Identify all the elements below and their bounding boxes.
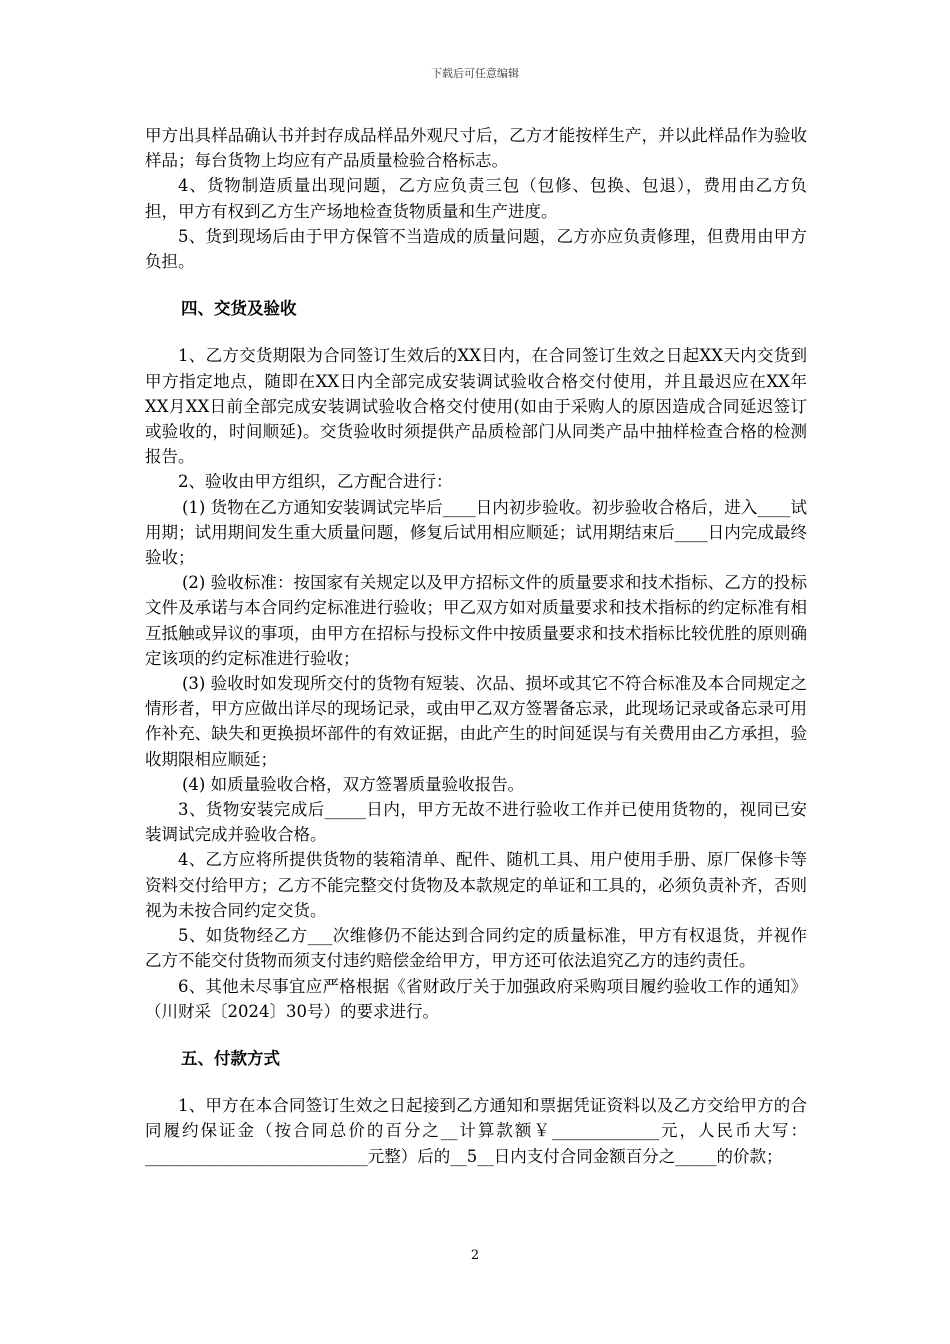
page-header: 下载后可任意编辑 — [431, 67, 519, 80]
paragraph: 1、甲方在本合同签订生效之日起接到乙方通知和票据凭证资料以及乙方交给甲方的合同履约保证金（按合同总价的百分之__计算款额￥_____________元，人民币大写：___________________________元整）后的__5__日内支付合同金额百分之_____的价款； — [145, 1096, 807, 1166]
section-heading-delivery: 四、交货及验收 — [181, 299, 297, 319]
paragraph: 2、验收由甲方组织，乙方配合进行： — [178, 472, 453, 492]
paragraph: 4、货物制造质量出现问题，乙方应负责三包（包修、包换、包退），费用由乙方负担，甲方有权到乙方生产场地检查货物质量和生产进度。 — [145, 176, 807, 221]
paragraph: 5、货到现场后由于甲方保管不当造成的质量问题，乙方亦应负责修理，但费用由甲方负担。 — [145, 226, 807, 272]
paragraph: 3、货物安装完成后_____日内，甲方无故不进行验收工作并已使用货物的，视同已安装调试完成并验收合格。 — [145, 800, 807, 845]
paragraph: 1、乙方交货期限为合同签订生效后的XX日内，在合同签订生效之日起XX天内交货到甲方指定地点，随即在XX日内全部完成安装调试验收合格交付使用，并且最迟应在XX年XX月XX日前全部完成安装调试验收合格交付使用(如由于采购人的原因造成合同延迟签订或验收的，时间顺延)。交货验收时须提供产品质检部门从同类产品中抽样检查合格的检测报告。 — [145, 346, 807, 467]
paragraph: (1) 货物在乙方通知安装调试完毕后____日内初步验收。初步验收合格后，进入____试用期；试用期间发生重大质量问题，修复后试用相应顺延；试用期结束后____日内完成最终验收； — [145, 497, 807, 568]
paragraph: 4、乙方应将所提供货物的装箱清单、配件、随机工具、用户使用手册、原厂保修卡等资料交付给甲方；乙方不能完整交付货物及本款规定的单证和工具的，必须负责补齐，否则视为未按合同约定交货。 — [145, 850, 807, 920]
paragraph: 6、其他未尽事宜应严格根据《省财政厅关于加强政府采购项目履约验收工作的通知》（川财采〔2024〕30号）的要求进行。 — [145, 976, 807, 1021]
paragraph: 甲方出具样品确认书并封存成品样品外观尺寸后，乙方才能按样生产，并以此样品作为验收样品；每台货物上均应有产品质量检验合格标志。 — [145, 126, 807, 171]
paragraph: (3) 验收时如发现所交付的货物有短装、次品、损坏或其它不符合标准及本合同规定之情形者，甲方应做出详尽的现场记录，或由甲乙双方签署备忘录，此现场记录或备忘录可用作补充、缺失和更换损坏部件的有效证据，由此产生的时间延误与有关费用由乙方承担，验收期限相应顺延； — [145, 674, 807, 769]
section-heading-payment: 五、付款方式 — [181, 1048, 280, 1068]
page-number: 2 — [470, 1248, 480, 1263]
paragraph: (4) 如质量验收合格，双方签署质量验收报告。 — [182, 774, 525, 794]
document-body — [145, 123, 807, 1169]
paragraph: (2) 验收标准：按国家有关规定以及甲方招标文件的质量要求和技术指标、乙方的投标文件及承诺与本合同约定标准进行验收；甲乙双方如对质量要求和技术指标的约定标准有相互抵触或异议的事项，由甲方在招标与投标文件中按质量要求和技术指标比较优胜的原则确定该项的约定标准进行验收； — [145, 573, 807, 668]
paragraph: 5、如货物经乙方___次维修仍不能达到合同约定的质量标准，甲方有权退货，并视作乙方不能交付货物而须支付违约赔偿金给甲方，甲方还可依法追究乙方的违约责任。 — [145, 926, 807, 971]
